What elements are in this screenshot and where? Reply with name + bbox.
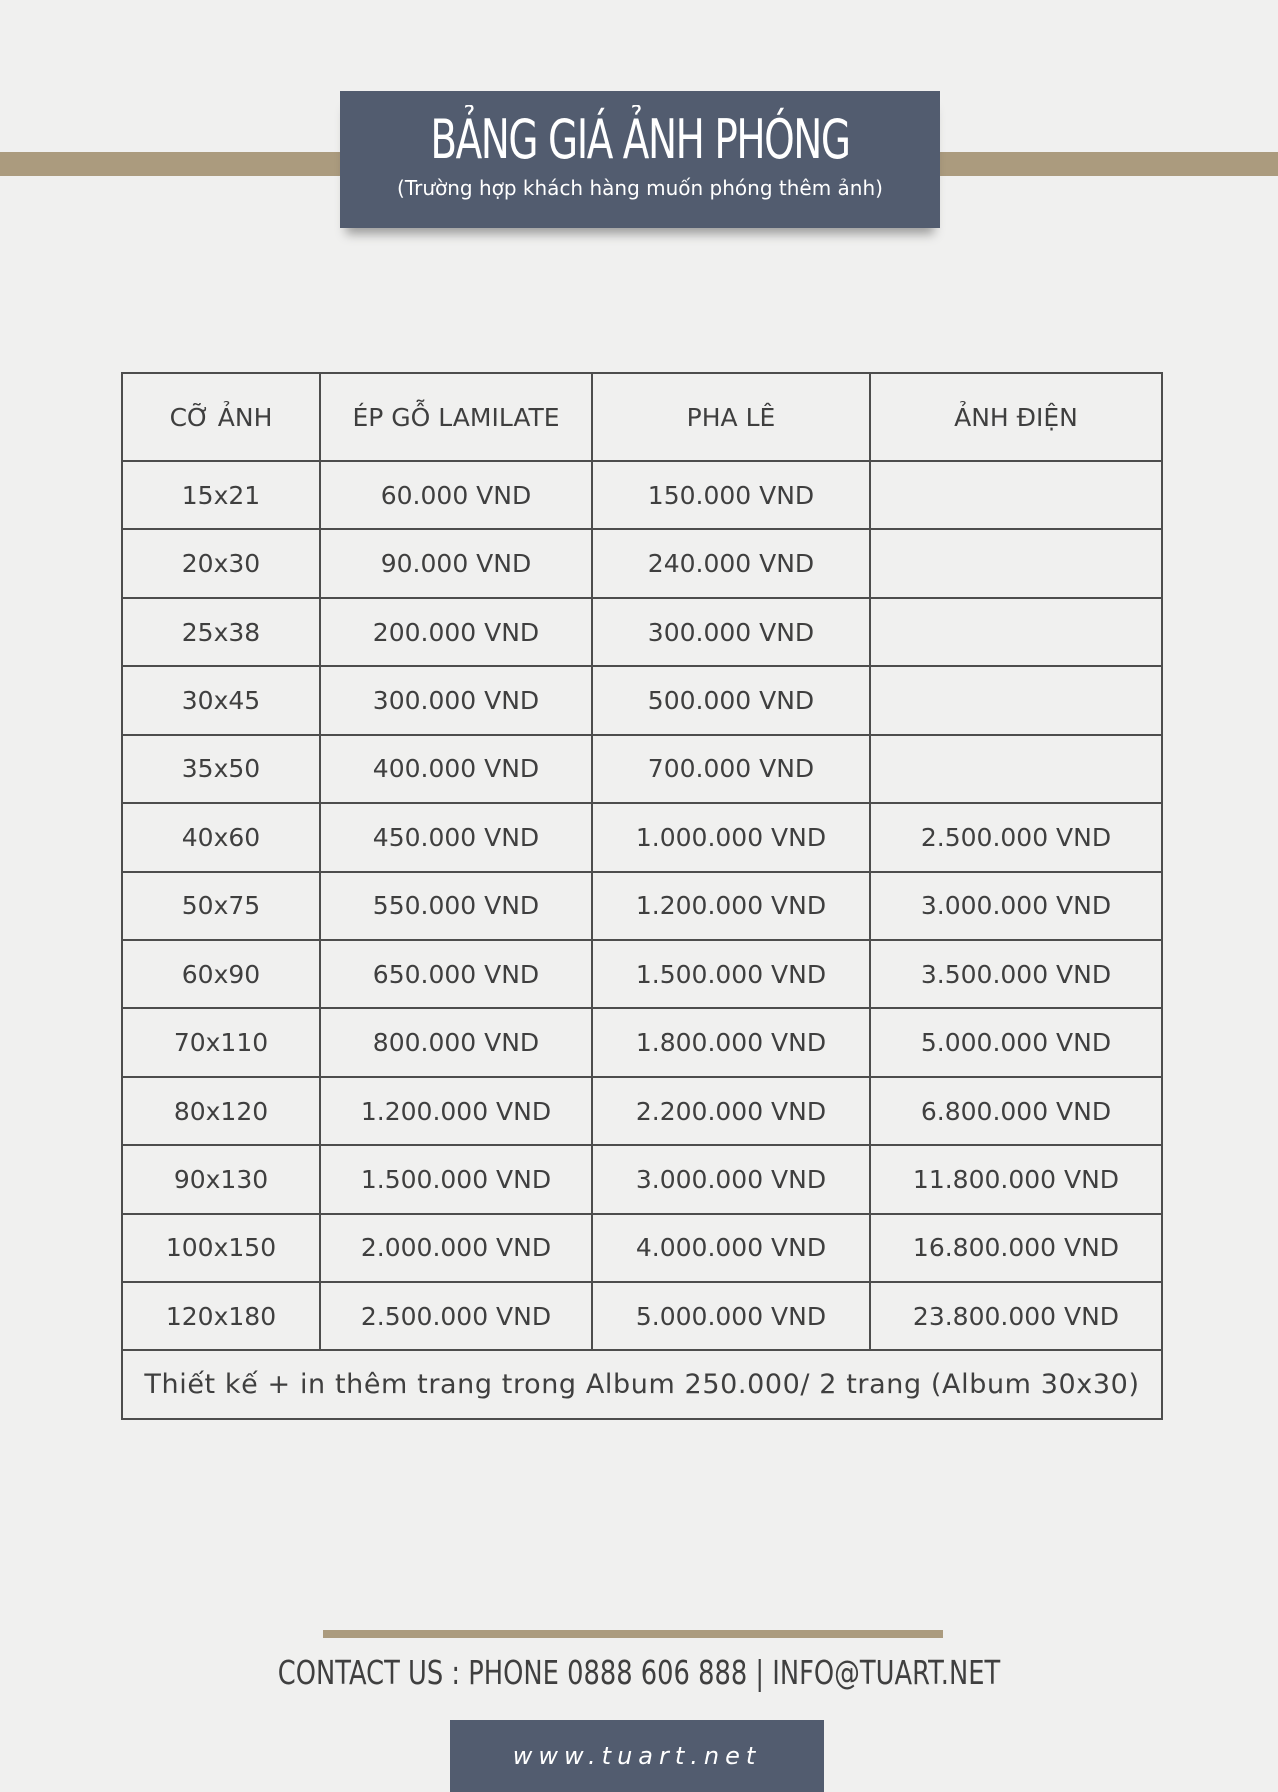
table-row [122,1077,1162,1145]
size-cell: 15x21 [122,461,320,529]
laminate-price-cell: 550.000 VND [320,872,592,940]
laminate-price-cell: 450.000 VND [320,803,592,871]
title-banner [340,91,940,228]
laminate-price-cell: 1.500.000 VND [320,1145,592,1213]
website-link[interactable]: www.tuart.net [512,1742,762,1770]
crystal-price-cell: 240.000 VND [592,529,870,597]
table-row [122,529,1162,597]
crystal-price-cell: 1.800.000 VND [592,1008,870,1076]
size-cell: 50x75 [122,872,320,940]
size-cell: 30x45 [122,666,320,734]
crystal-price-cell: 150.000 VND [592,461,870,529]
bottom-decorative-stripe [323,1630,943,1638]
album-note: Thiết kế + in thêm trang trong Album 250.000/ 2 trang (Album 30x30) [122,1350,1162,1419]
electric-price-cell: 16.800.000 VND [870,1214,1162,1282]
page-subtitle: (Trường hợp khách hàng muốn phóng thêm ảnh) [397,176,883,200]
crystal-price-cell: 5.000.000 VND [592,1282,870,1350]
table-row [122,872,1162,940]
laminate-price-cell: 2.000.000 VND [320,1214,592,1282]
electric-price-cell: 2.500.000 VND [870,803,1162,871]
size-cell: 70x110 [122,1008,320,1076]
contact-info: CONTACT US : PHONE 0888 606 888 | INFO@TUART.NET [277,1653,1001,1692]
column-header-crystal: PHA LÊ [592,373,870,461]
column-header-size: CỠ ẢNH [122,373,320,461]
table-row [122,598,1162,666]
table-row [122,1214,1162,1282]
laminate-price-cell: 650.000 VND [320,940,592,1008]
size-cell: 20x30 [122,529,320,597]
laminate-price-cell: 60.000 VND [320,461,592,529]
crystal-price-cell: 1.500.000 VND [592,940,870,1008]
electric-price-cell: 23.800.000 VND [870,1282,1162,1350]
table-row [122,803,1162,871]
column-header-laminate: ÉP GỖ LAMILATE [320,373,592,461]
laminate-price-cell: 90.000 VND [320,529,592,597]
page-title: BẢNG GIÁ ẢNH PHÓNG [430,108,850,171]
laminate-price-cell: 1.200.000 VND [320,1077,592,1145]
laminate-price-cell: 300.000 VND [320,666,592,734]
electric-price-cell [870,529,1162,597]
crystal-price-cell: 300.000 VND [592,598,870,666]
table-row [122,1282,1162,1350]
electric-price-cell [870,735,1162,803]
electric-price-cell [870,461,1162,529]
crystal-price-cell: 4.000.000 VND [592,1214,870,1282]
table-note-row [122,1350,1162,1419]
electric-price-cell [870,598,1162,666]
crystal-price-cell: 700.000 VND [592,735,870,803]
crystal-price-cell: 3.000.000 VND [592,1145,870,1213]
table-row [122,461,1162,529]
size-cell: 120x180 [122,1282,320,1350]
electric-price-cell: 3.000.000 VND [870,872,1162,940]
size-cell: 35x50 [122,735,320,803]
electric-price-cell: 11.800.000 VND [870,1145,1162,1213]
size-cell: 90x130 [122,1145,320,1213]
crystal-price-cell: 2.200.000 VND [592,1077,870,1145]
laminate-price-cell: 2.500.000 VND [320,1282,592,1350]
size-cell: 25x38 [122,598,320,666]
size-cell: 40x60 [122,803,320,871]
table-row [122,735,1162,803]
crystal-price-cell: 1.200.000 VND [592,872,870,940]
table-header-row [122,373,1162,461]
table-row [122,1145,1162,1213]
size-cell: 60x90 [122,940,320,1008]
column-header-electric: ẢNH ĐIỆN [870,373,1162,461]
laminate-price-cell: 400.000 VND [320,735,592,803]
table-row [122,666,1162,734]
price-table [121,372,1163,1420]
size-cell: 80x120 [122,1077,320,1145]
crystal-price-cell: 500.000 VND [592,666,870,734]
crystal-price-cell: 1.000.000 VND [592,803,870,871]
laminate-price-cell: 200.000 VND [320,598,592,666]
laminate-price-cell: 800.000 VND [320,1008,592,1076]
website-banner [450,1720,824,1792]
electric-price-cell: 3.500.000 VND [870,940,1162,1008]
electric-price-cell: 6.800.000 VND [870,1077,1162,1145]
electric-price-cell [870,666,1162,734]
table-row [122,1008,1162,1076]
electric-price-cell: 5.000.000 VND [870,1008,1162,1076]
size-cell: 100x150 [122,1214,320,1282]
table-row [122,940,1162,1008]
